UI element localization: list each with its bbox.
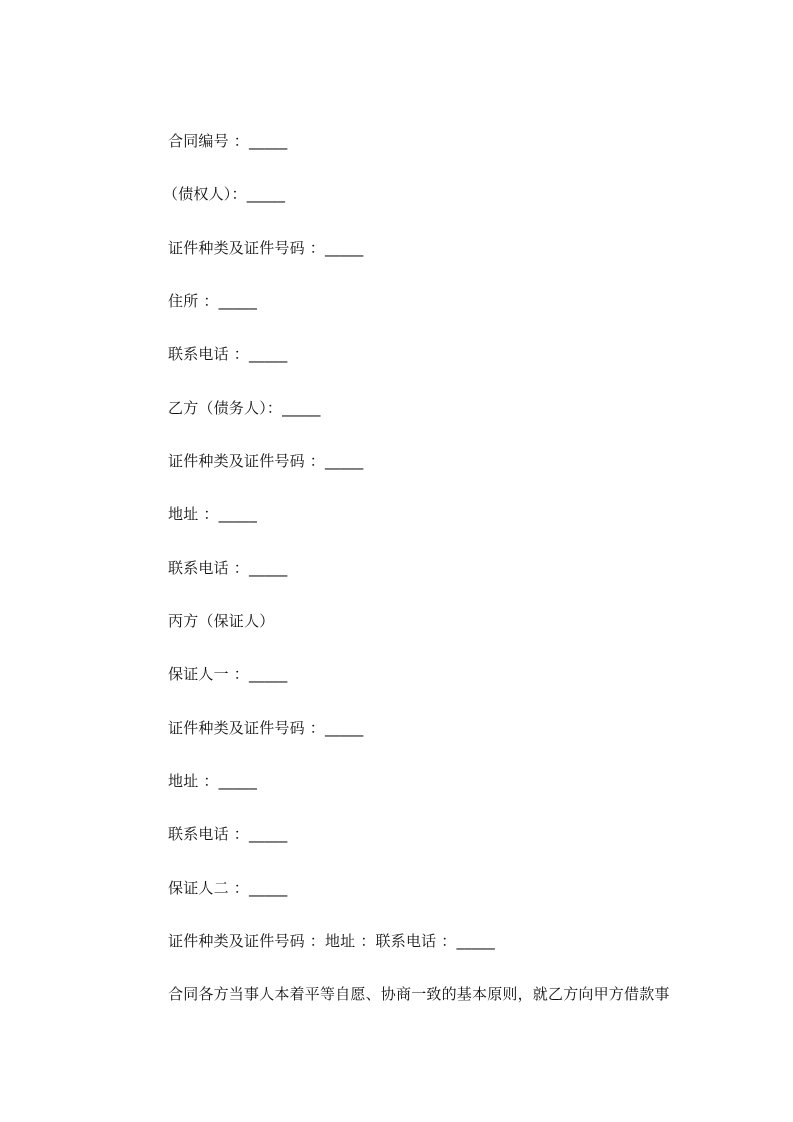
creditor-line: （债权人）：_____: [163, 185, 286, 203]
guarantor-one-phone-line: 联系电话 ：_____: [168, 825, 288, 843]
debtor-phone-line: 联系电话 ：_____: [168, 559, 288, 577]
debtor-id-line: 证件种类及证件号码 ：_____: [168, 452, 364, 470]
creditor-id-line: 证件种类及证件号码 ：_____: [168, 239, 364, 257]
contract-preamble-text: 合同各方当事人本着平等自愿、协商一致的基本原则，就乙方向甲方借款事: [168, 985, 670, 1003]
creditor-phone-line: 联系电话 ：_____: [168, 345, 288, 363]
creditor-residence-line: 住所 ：_____: [168, 292, 258, 310]
debtor-line: 乙方（债务人）：_____: [168, 399, 321, 417]
guarantor-heading: 丙方（保证人）: [168, 612, 275, 630]
debtor-address-line: 地址 ：_____: [168, 505, 258, 523]
guarantor-one-line: 保证人一 ：_____: [168, 665, 288, 683]
contract-number-line: 合同编号 ：_____: [168, 132, 288, 150]
guarantor-two-details-line: 证件种类及证件号码 ：地址 ：联系电话 ：_____: [168, 932, 496, 950]
guarantor-two-line: 保证人二 ：_____: [168, 879, 288, 897]
guarantor-one-id-line: 证件种类及证件号码 ：_____: [168, 719, 364, 737]
guarantor-one-address-line: 地址 ：_____: [168, 772, 258, 790]
